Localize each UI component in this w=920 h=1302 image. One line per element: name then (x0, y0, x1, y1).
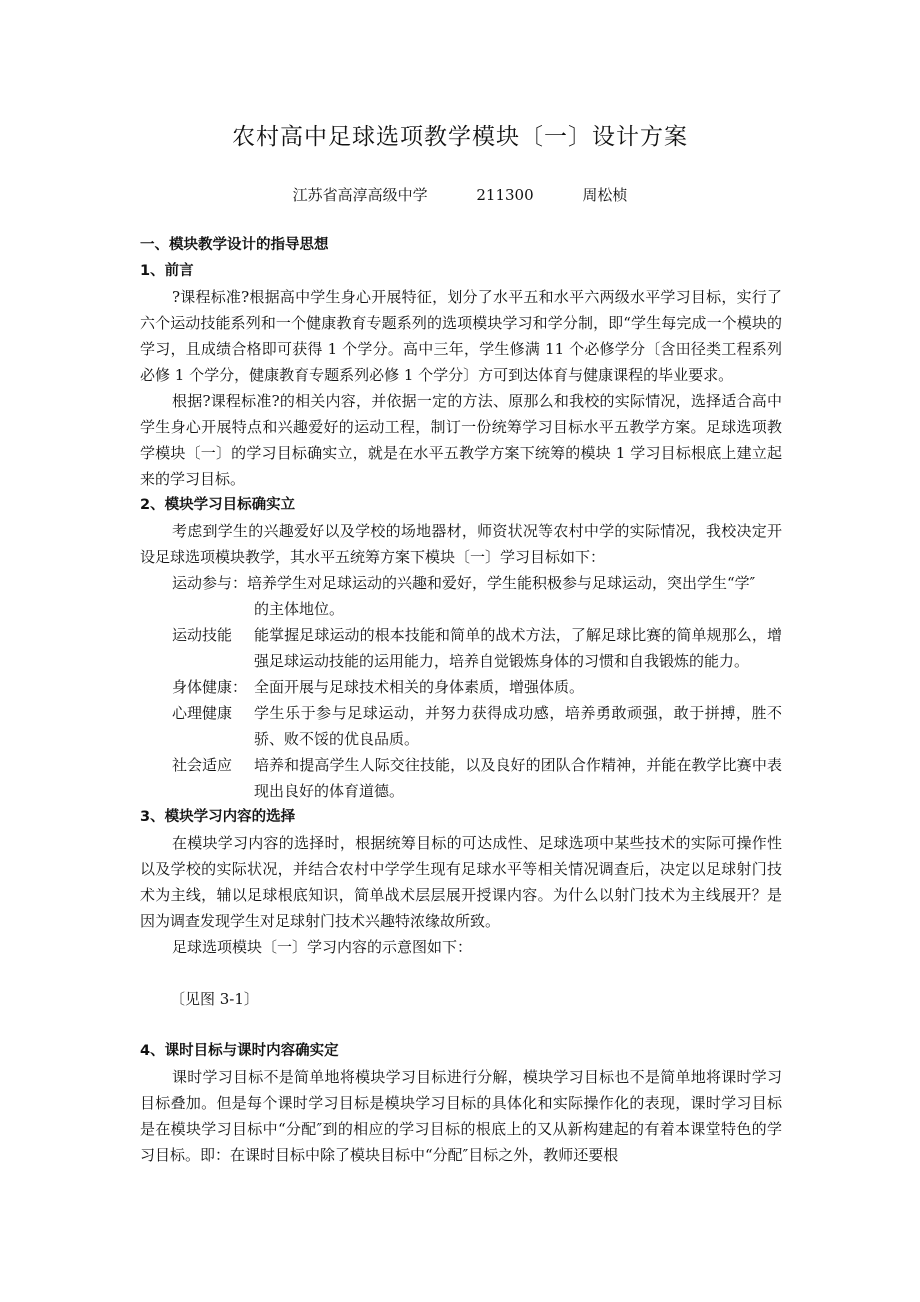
goal-text: 全面开展与足球技术相关的身体素质，增强体质。 (254, 678, 585, 696)
spacer (140, 1012, 782, 1038)
goal-text: 运动参与：培养学生对足球运动的兴趣和爱好，学生能积极参与足球运动，突出学生“学″ (172, 574, 756, 592)
section-heading: 一、模块教学设计的指导思想 (140, 237, 329, 253)
figure-reference: 〔见图 3-1〕 (170, 990, 259, 1008)
paragraph: 足球选项模块〔一〕学习内容的示意图如下： (172, 938, 473, 956)
goal-item-skill (140, 622, 782, 674)
paragraph: 考虑到学生的兴趣爱好以及学校的场地器材，师资状况等农村中学的实际情况，我校决定开设足球选项模块教学，其水平五统筹方案下模块〔一〕学习目标如下： (140, 522, 782, 566)
paragraph: 课时学习目标不是简单地将模块学习目标进行分解，模块学习目标也不是简单地将课时学习目标叠加。但是每个课时学习目标是模块学习目标的具体化和实际操作化的表现，课时学习目标是在模块学习目标中“分配″到的相应的学习目标的根底上的又从新构建起的有着本课堂特色的学习目标。即：在课时目标中除了模块目标中“分配″目标之外，教师还要根 (140, 1068, 782, 1164)
subsection-heading-content: 3、模块学习内容的选择 (140, 809, 296, 825)
subsection-heading-goals: 2、模块学习目标确实立 (140, 497, 296, 513)
goal-item-social (140, 752, 782, 804)
author-name: 周松桢 (582, 186, 628, 204)
goal-item-mental (140, 700, 782, 752)
author-school: 江苏省高淳高级中学 (292, 186, 428, 204)
goal-label: 运动技能 (172, 626, 233, 644)
goal-text: 能掌握足球运动的根本技能和简单的战术方法，了解足球比赛的简单规那么，增强足球运动技能的运用能力，培养自觉锻炼身体的习惯和自我锻炼的能力。 (254, 626, 782, 670)
goal-label: 心理健康 (172, 704, 233, 722)
subsection-heading-lesson: 4、课时目标与课时内容确实定 (140, 1043, 339, 1059)
goal-item-participation (140, 570, 782, 622)
paragraph: 根据?课程标准?的相关内容，并依据一定的方法、原那么和我校的实际情况，选择适合高中学生身心开展特点和兴趣爱好的运动工程，制订一份统筹学习目标水平五教学方案。足球选项教学模块〔一〕的学习目标确实立，就是在水平五教学方案下统筹的模块 1 学习目标根底上建立起来的学习目标。 (140, 392, 782, 488)
author-postcode: 211300 (476, 186, 534, 204)
paragraph: 在模块学习内容的选择时，根据统筹目标的可达成性、足球选项中某些技术的实际可操作性以及学校的实际状况，并结合农村中学学生现有足球水平等相关情况调查后，决定以足球射门技术为主线，辅以足球根底知识，简单战术层层展开授课内容。为什么以射门技术为主线展开？是因为调查发现学生对足球射门技术兴趣特浓缘故所致。 (140, 834, 782, 930)
subsection-heading-preface: 1、前言 (140, 263, 194, 279)
spacer (140, 960, 782, 986)
goal-text: 学生乐于参与足球运动，并努力获得成功感，培养勇敢顽强，敢于拼搏，胜不骄、败不馁的优良品质。 (254, 704, 782, 748)
paragraph: ?课程标准?根据高中学生身心开展特征，划分了水平五和水平六两级水平学习目标，实行了六个运动技能系列和一个健康教育专题系列的选项模块学习和学分制，即“学生每完成一个模块的学习，且成绩合格即可获得 1 个学分。高中三年，学生修满 11 个必修学分〔含田径类工程系列必修 1 个学分，健康教育专题系列必修 1 个学分〕方可到达体育与健康课程的毕业要求。 (140, 288, 782, 384)
goal-text-continued: 的主体地位。 (254, 600, 345, 618)
author-line (0, 184, 920, 205)
goal-text: 培养和提高学生人际交往技能，以及良好的团队合作精神，并能在教学比赛中表现出良好的体育道德。 (254, 756, 782, 800)
document-body (140, 232, 782, 1168)
goal-label: 社会适应 (172, 756, 233, 774)
goal-item-health (140, 674, 782, 700)
goal-label: 身体健康： (172, 678, 248, 696)
document-title: 农村高中足球选项教学模块〔一〕设计方案 (232, 124, 688, 150)
